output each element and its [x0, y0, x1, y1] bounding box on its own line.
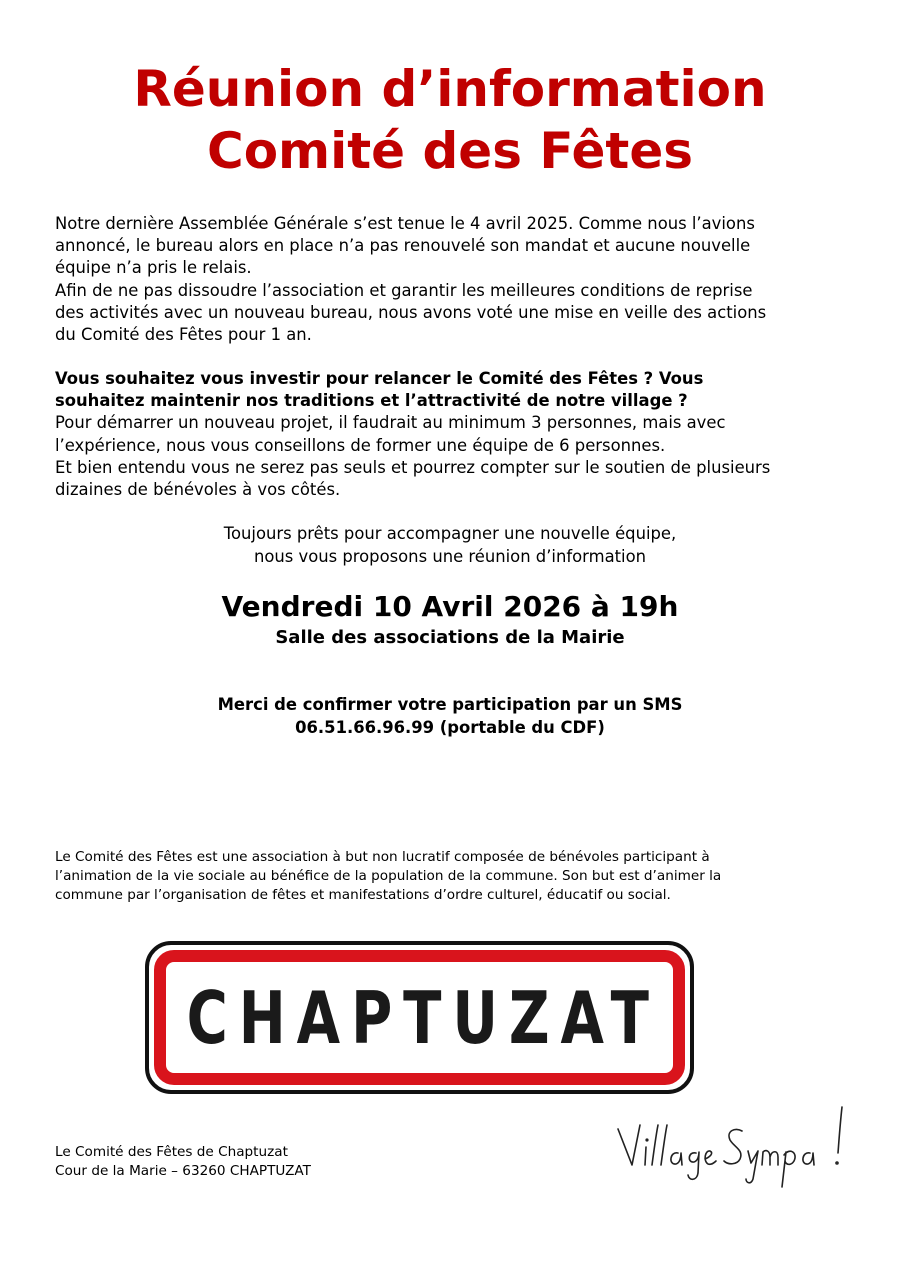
event-date: Vendredi 10 Avril 2026 à 19h — [221, 590, 679, 623]
description-line: commune par l’organisation de fêtes et manifestations d’ordre culturel, éducatif ou social. — [55, 887, 671, 903]
page-title — [0, 58, 900, 182]
description-line: Le Comité des Fêtes est une association à but non lucratif composée de bénévoles participant à — [55, 849, 710, 865]
appeal-body-line: Pour démarrer un nouveau projet, il faudrait au minimum 3 personnes, mais avec — [55, 413, 726, 433]
appeal-body-line: dizaines de bénévoles à vos côtés. — [55, 480, 341, 500]
rsvp-line: Merci de confirmer votre participation par un SMS — [217, 695, 683, 714]
town-sign — [145, 941, 694, 1094]
association-description — [55, 848, 855, 905]
intro-line: des activités avec un nouveau bureau, nous avons voté une mise en veille des actions — [55, 302, 767, 322]
appeal-paragraph — [55, 368, 846, 501]
appeal-body-line: Et bien entendu vous ne serez pas seuls et pourrez compter sur le soutien de plusieurs — [55, 457, 771, 477]
intro-line: annoncé, le bureau alors en place n’a pas renouvelé son mandat et aucune nouvelle — [55, 236, 751, 256]
event-venue: Salle des associations de la Mairie — [275, 627, 625, 648]
intro-paragraph — [55, 213, 846, 346]
appeal-body-line: l’expérience, nous vous conseillons de former une équipe de 6 personnes. — [55, 435, 666, 455]
appeal-question-line: Vous souhaitez vous investir pour relancer le Comité des Fêtes ? Vous — [55, 369, 704, 388]
description-line: l’animation de la vie sociale au bénéfice de la population de la commune. Son but est d’animer la — [55, 868, 722, 884]
intro-line: du Comité des Fêtes pour 1 an. — [55, 325, 312, 345]
rsvp-instructions — [0, 694, 900, 739]
footer-street: Cour de la Marie – 63260 CHAPTUZAT — [55, 1163, 311, 1179]
town-name: CHAPTUZAT — [186, 975, 660, 1060]
town-sign-red-border — [154, 950, 685, 1085]
rsvp-phone: 06.51.66.96.99 (portable du CDF) — [295, 717, 605, 737]
invitation-line-2: nous vous proposons une réunion d’information — [253, 547, 647, 566]
intro-line: Afin de ne pas dissoudre l’association et garantir les meilleures conditions de reprise — [55, 280, 753, 300]
intro-line: équipe n’a pris le relais. — [55, 258, 252, 278]
footer-address — [55, 1143, 311, 1181]
title-line-2: Comité des Fêtes — [207, 122, 693, 180]
village-sympa-signature — [610, 1095, 860, 1190]
invitation-line-1: Toujours prêts pour accompagner une nouvelle équipe, — [223, 524, 677, 543]
title-line-1: Réunion d’information — [133, 60, 767, 118]
intro-line: Notre dernière Assemblée Générale s’est tenue le 4 avril 2025. Comme nous l’avions — [55, 214, 755, 233]
footer-organization: Le Comité des Fêtes de Chaptuzat — [55, 1144, 288, 1160]
appeal-question-line: souhaitez maintenir nos traditions et l’attractivité de notre village ? — [55, 391, 688, 411]
invitation-text — [0, 522, 900, 568]
slogan-text: Village Sympa ! — [735, 1189, 743, 1190]
